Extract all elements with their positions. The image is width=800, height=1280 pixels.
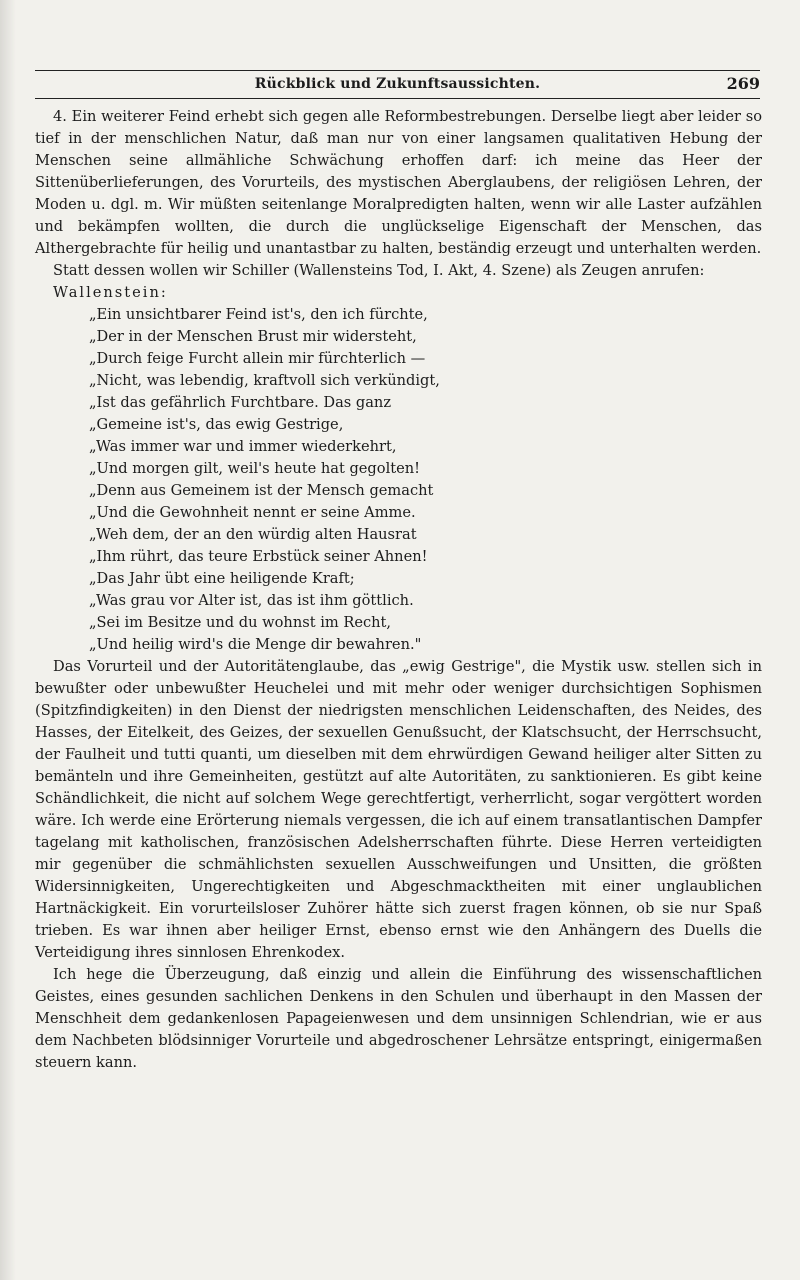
header-bottom-rule	[35, 98, 760, 99]
verse-line: „Ein unsichtbarer Feind ist's, den ich fürchte,	[89, 306, 428, 323]
verse-quotation	[35, 304, 762, 656]
paragraph-prejudice: Das Vorurteil und der Autoritätenglaube, das „ewig Gestrige", die Mystik usw. stellen sich in bewußter oder unbewußter Heuchelei und mit mehr oder weniger durchsichtigen Sophismen (Spitzfindigkeiten) in den Dienst der niedrigsten menschlichen Leidenschaften, des Neides, des Hasses, der Eitelkeit, des Geizes, der sexuellen Genußsucht, der Klatschsucht, der Herrschsucht, der Faulheit und tutti quanti, um dieselben mit dem ehrwürdigen Gewand heiliger alter Sitten zu bemänteln und ihre Gemeinheiten, gestützt auf alte Autoritäten, zu sanktionieren. Es gibt keine Schändlichkeit, die nicht auf solchem Wege gerechtfertigt, verherrlicht, sogar vergöttert worden wäre. Ich werde eine Erörterung niemals vergessen, die ich auf einem transatlantischen Dampfer tagelang mit katholischen, französischen Adelsherrschaften führte. Diese Herren verteidigten mir gegenüber die schmählichsten sexuellen Ausschweifungen und Unsitten, die größten Widersinnigkeiten, Ungerechtigkeiten und Abgeschmacktheiten mit einer unglaublichen Hartnäckigkeit. Ein vorurteilsloser Zuhörer hätte sich zuerst fragen können, ob sie nur Spaß trieben. Es war ihnen aber heiliger Ernst, ebenso ernst wie den Anhängern des Duells die Verteidigung ihres sinnlosen Ehrenkodex.	[35, 658, 762, 961]
verse-line: „Was grau vor Alter ist, das ist ihm göttlich.	[89, 592, 414, 609]
binding-shadow	[0, 0, 16, 1280]
verse-line: „Ihm rührt, das teure Erbstück seiner Ahnen!	[89, 548, 428, 565]
verse-line: „Das Jahr übt eine heiligende Kraft;	[89, 570, 355, 587]
verse-line: „Durch feige Furcht allein mir fürchterlich —	[89, 350, 426, 367]
running-head: Rückblick und Zukunftsaussichten.	[254, 76, 541, 92]
page-number: 269	[726, 74, 760, 93]
page-body	[35, 106, 762, 1074]
verse-line: „Denn aus Gemeinem ist der Mensch gemacht	[89, 482, 434, 499]
verse-line: „Weh dem, der an den würdig alten Hausrat	[89, 526, 417, 543]
paragraph-reform-enemy: 4. Ein weiterer Feind erhebt sich gegen alle Reformbestrebungen. Derselbe liegt aber leider so tief in der menschlichen Natur, daß man nur von einer langsamen qualitativen Hebung der Menschen seine allmähliche Schwächung erhoffen darf: ich meine das Heer der Sittenüberlieferungen, des Vorurteils, des mystischen Aberglaubens, der religiösen Lehren, der Moden u. dgl. m. Wir müßten seitenlange Moralpredigten halten, wenn wir alle Laster aufzählen und bekämpfen wollten, die durch die unglückselige Eigenschaft der Menschen, das Althergebrachte für heilig und unantastbar zu halten, beständig erzeugt und unterhalten werden.	[35, 108, 762, 257]
verse-line: „Gemeine ist's, das ewig Gestrige,	[89, 416, 344, 433]
verse-line: „Sei im Besitze und du wohnst im Recht,	[89, 614, 392, 631]
paragraph-conviction: Ich hege die Überzeugung, daß einzig und allein die Einführung des wissenschaftlichen Geistes, eines gesunden sachlichen Denkens in den Schulen und überhaupt in den Massen der Menschheit dem gedankenlosen Papageienwesen und dem unsinnigen Schlendrian, wie er aus dem Nachbeten blödsinniger Vorurteile und abgedroschener Lehrsätze entspringt, einigermaßen steuern kann.	[35, 966, 762, 1071]
verse-line: „Und heilig wird's die Menge dir bewahren."	[89, 636, 422, 653]
verse-line: „Ist das gefährlich Furchtbare. Das ganz	[89, 394, 392, 411]
verse-line: „Und morgen gilt, weil's heute hat gegolten!	[89, 460, 420, 477]
verse-line: „Was immer war und immer wiederkehrt,	[89, 438, 397, 455]
speaker-name: Wallenstein:	[53, 284, 168, 301]
verse-line: „Nicht, was lebendig, kraftvoll sich verkündigt,	[89, 372, 440, 389]
verse-line: „Der in der Menschen Brust mir widersteht,	[89, 328, 417, 345]
verse-line: „Und die Gewohnheit nennt er seine Amme.	[89, 504, 416, 521]
page-header	[35, 70, 760, 96]
paragraph-schiller-intro: Statt dessen wollen wir Schiller (Wallensteins Tod, I. Akt, 4. Szene) als Zeugen anrufen:	[53, 262, 705, 279]
